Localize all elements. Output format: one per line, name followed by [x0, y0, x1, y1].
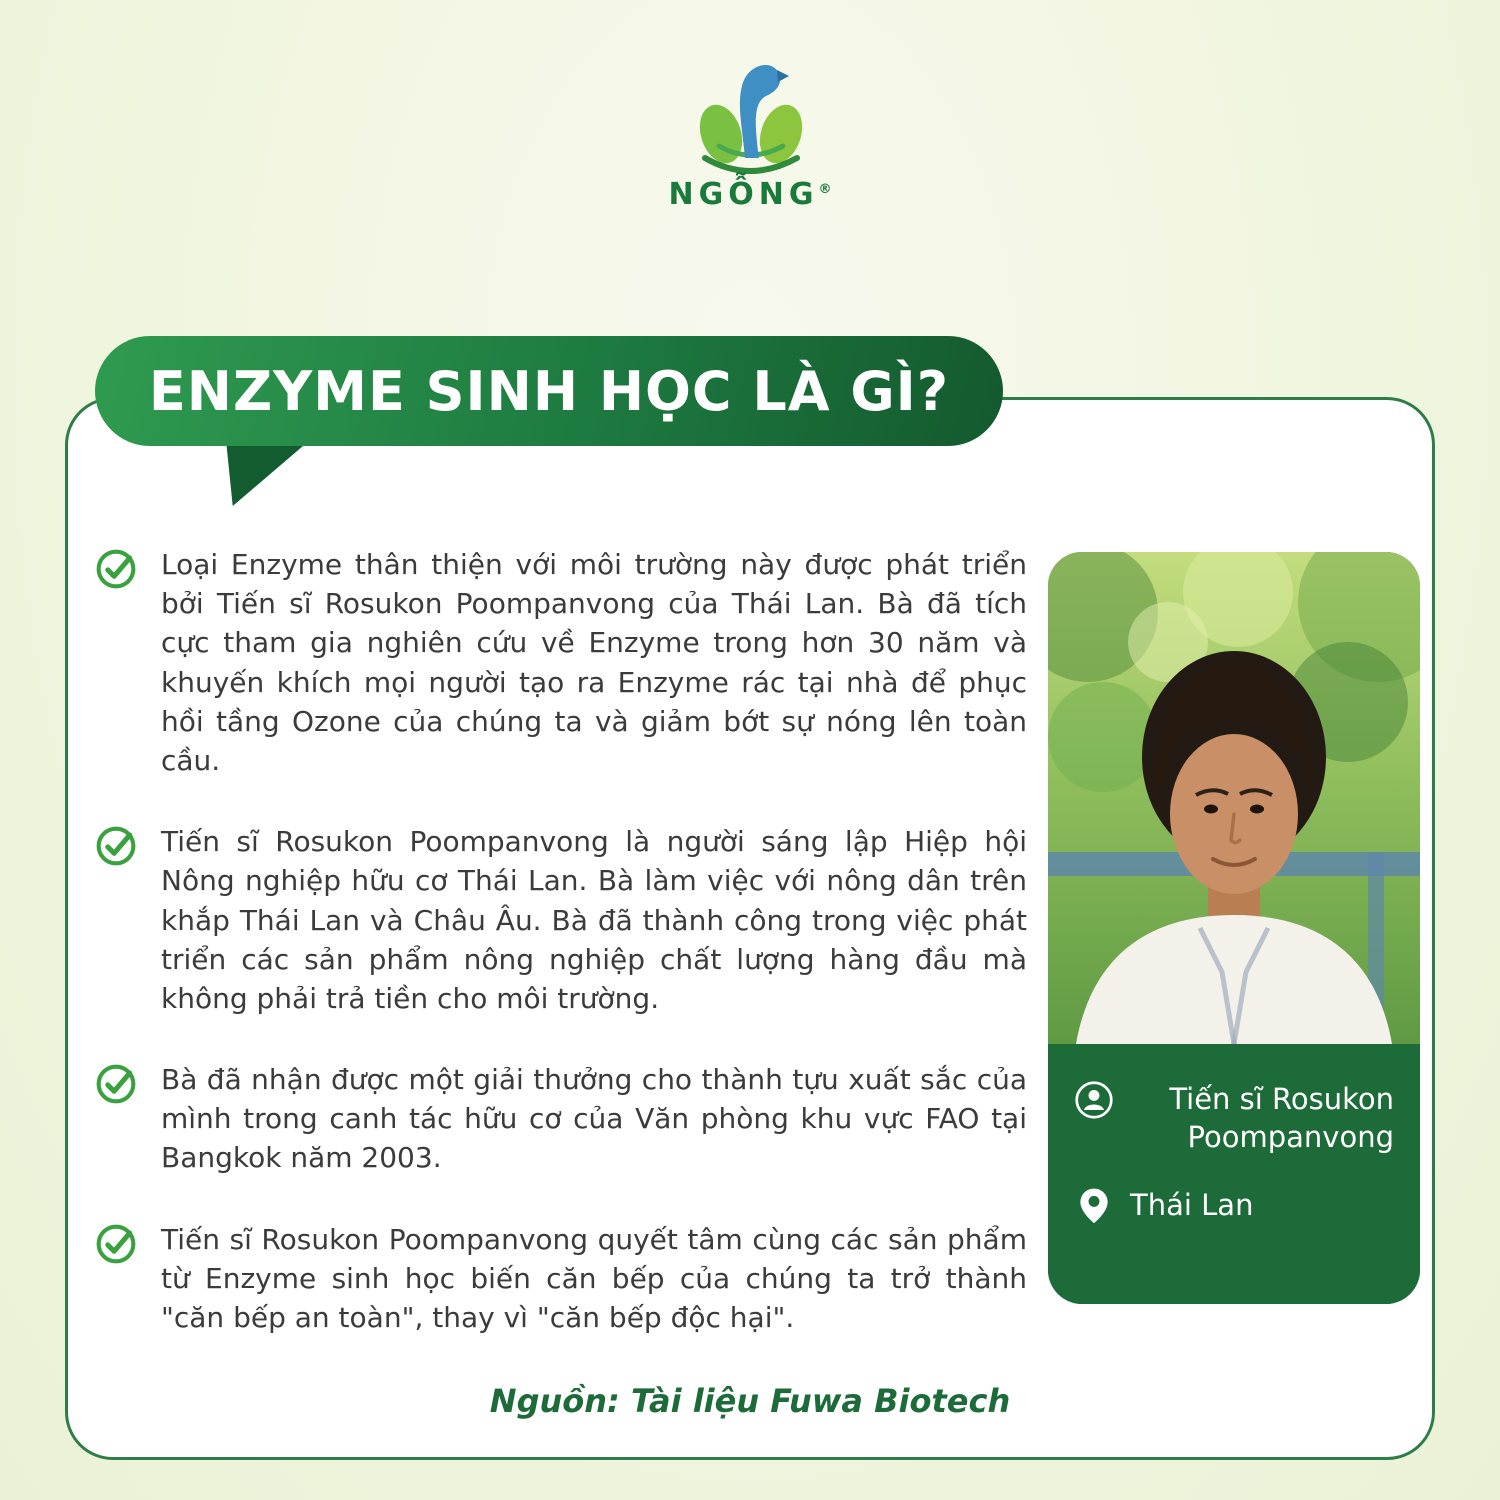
bullet-text: Tiến sĩ Rosukon Poompanvong là người sáng lập Hiệp hội Nông nghiệp hữu cơ Thái Lan. Bà làm việc với nông dân trên khắp Thái Lan và Châu Âu. Bà đã thành công trong việc phát triển các sản phẩm nông nghiệp chất lượng hàng đầu mà không phải trả tiền cho môi trường.	[161, 825, 1027, 1015]
profile-info	[1048, 1044, 1420, 1304]
profile-name-row	[1074, 1080, 1394, 1157]
registered-mark: ®	[818, 182, 832, 197]
list-item	[95, 1220, 1027, 1338]
title-bubble	[95, 336, 1003, 446]
check-circle-icon	[95, 1060, 137, 1105]
goose-logo-icon	[685, 46, 815, 178]
person-icon	[1074, 1080, 1114, 1120]
check-circle-icon	[95, 1220, 137, 1265]
profile-name: Tiến sĩ Rosukon Poompanvong	[1169, 1082, 1394, 1155]
bullet-list	[95, 545, 1027, 1379]
list-item	[95, 822, 1027, 1018]
source-note: Nguồn: Tài liệu Fuwa Biotech	[489, 1382, 1011, 1420]
check-circle-icon	[95, 545, 137, 590]
profile-card	[1048, 552, 1420, 1304]
location-pin-icon	[1074, 1185, 1114, 1225]
list-item	[95, 1060, 1027, 1178]
profile-location: Thái Lan	[1130, 1187, 1254, 1222]
list-item	[95, 545, 1027, 780]
check-circle-icon	[95, 822, 137, 867]
page-title: ENZYME SINH HỌC LÀ GÌ?	[148, 359, 950, 423]
profile-location-row	[1074, 1185, 1394, 1225]
bullet-text: Bà đã nhận được một giải thưởng cho thành tựu xuất sắc của mình trong canh tác hữu cơ của Văn phòng khu vực FAO tại Bangkok năm 2003.	[161, 1063, 1027, 1175]
brand-name: NGỖNG®	[668, 177, 832, 212]
brand-logo	[0, 46, 1500, 210]
bullet-text: Loại Enzyme thân thiện với môi trường này được phát triển bởi Tiến sĩ Rosukon Poompanvong của Thái Lan. Bà đã tích cực tham gia nghiên cứu về Enzyme trong hơn 30 năm và khuyến khích mọi người tạo ra Enzyme rác tại nhà để phục hồi tầng Ozone của chúng ta và giảm bớt sự nóng lên toàn cầu.	[161, 548, 1027, 777]
portrait-photo	[1048, 552, 1420, 1044]
bullet-text: Tiến sĩ Rosukon Poompanvong quyết tâm cùng các sản phẩm từ Enzyme sinh học biến căn bếp của chúng ta trở thành "căn bếp an toàn", thay vì "căn bếp độc hại".	[161, 1222, 1027, 1334]
